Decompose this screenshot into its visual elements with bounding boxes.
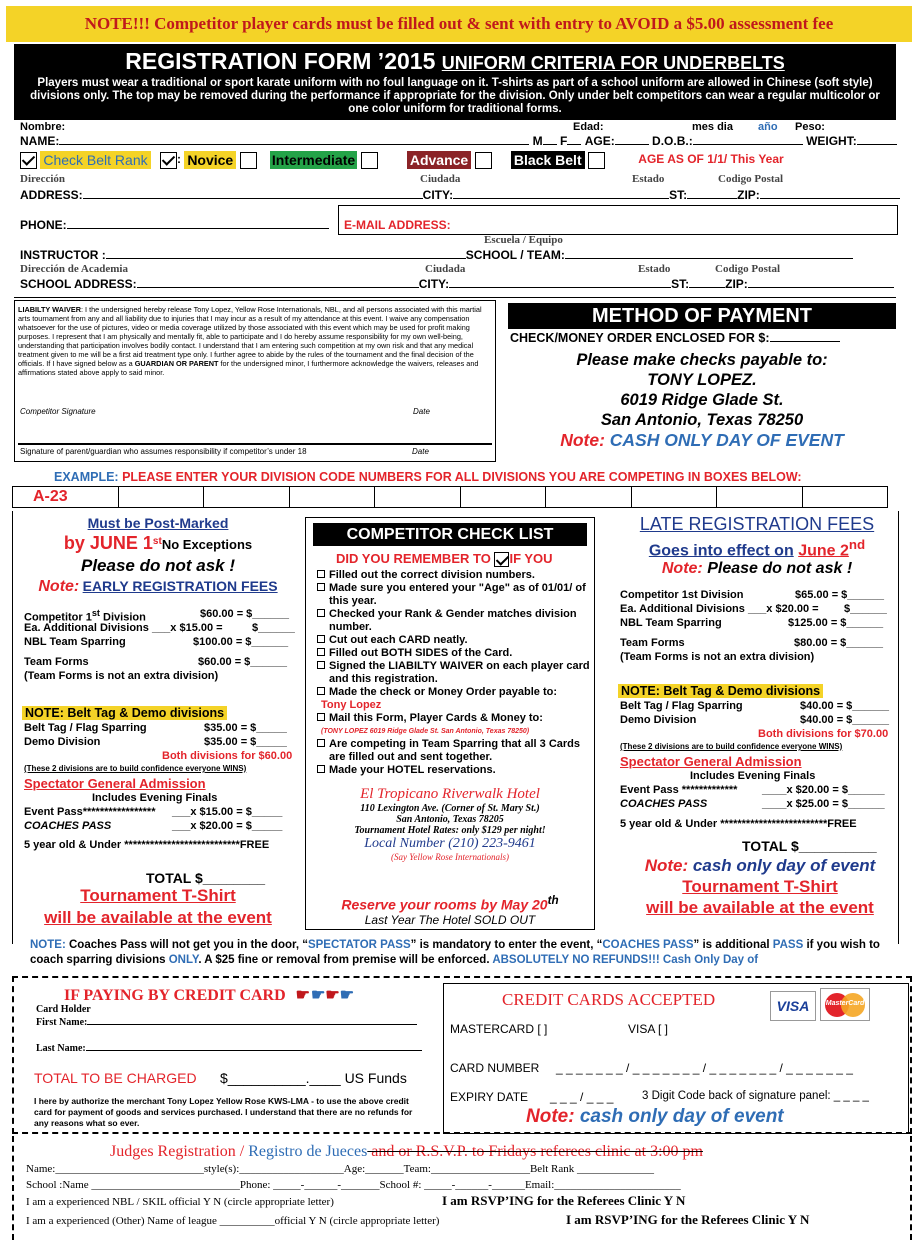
judge-line-2[interactable]: School :Name ___________________________Phone: _____-______-_______School #: _____-______-______Email:_______________________ bbox=[26, 1179, 681, 1191]
checklist-items bbox=[317, 569, 593, 777]
total-right[interactable]: TOTAL $__________ bbox=[742, 838, 877, 854]
fee-competitor-price[interactable]: $60.00 = $______ bbox=[200, 608, 290, 620]
late-coaches-pass-label: COACHES PASS bbox=[620, 798, 708, 810]
codigo-postal-label: Codigo Postal bbox=[718, 173, 784, 185]
includes-finals: Includes Evening Finals bbox=[92, 792, 218, 804]
cards-accepted-title: CREDIT CARDS ACCEPTED bbox=[502, 990, 716, 1009]
age-as-of-note: AGE AS OF 1/1/ This Year bbox=[638, 152, 784, 167]
estado-label-2: Estado bbox=[638, 263, 671, 275]
belt-rank-row: Check Belt Rank : Novice Intermediate Advance Black Belt AGE AS OF 1/1/ This Year bbox=[20, 151, 784, 173]
coaches-pass-price[interactable]: ___x $20.00 = $_____ bbox=[172, 820, 283, 832]
do-not-ask-right: Note: Please do not ask ! bbox=[661, 560, 853, 578]
checklist-item: Filled out the correct division numbers. bbox=[317, 569, 593, 582]
dob-field[interactable] bbox=[693, 144, 803, 145]
five-and-under: 5 year old & Under ***************************FREE bbox=[24, 839, 270, 851]
first-name-field[interactable] bbox=[87, 1024, 417, 1025]
total-left[interactable]: TOTAL $________ bbox=[146, 870, 266, 886]
fee-team-forms: Team Forms bbox=[24, 656, 89, 668]
male-option[interactable]: M bbox=[532, 134, 543, 148]
fee-additional-price[interactable]: $______ bbox=[252, 622, 295, 634]
email-field[interactable] bbox=[460, 230, 890, 231]
parent-date-label: Date bbox=[412, 447, 429, 456]
dob-label: D.O.B.: bbox=[652, 134, 693, 148]
spectator-title: Spectator General Admission bbox=[24, 776, 206, 791]
form-title: REGISTRATION FORM ’2015 UNIFORM CRITERIA FOR UNDERBELTS bbox=[125, 48, 785, 74]
mail-address-small: (TONY LOPEZ 6019 Ridge Glade St. San Antonio, Texas 78250) bbox=[321, 728, 530, 735]
hotel-address: 110 Lexington Ave. (Corner of St. Mary St.) bbox=[360, 803, 540, 814]
mastercard-option[interactable]: MASTERCARD [ ] bbox=[450, 1022, 548, 1036]
advance-checkbox[interactable] bbox=[475, 152, 492, 169]
demo-label: Demo Division bbox=[24, 736, 101, 748]
registration-header bbox=[14, 44, 896, 120]
fee-team-forms-price[interactable]: $60.00 = $______ bbox=[198, 656, 288, 668]
payable-to-text: Please make checks payable to: bbox=[576, 351, 828, 369]
direccion-label: Dirección bbox=[20, 173, 66, 185]
confidence-note: (These 2 divisions are to build confidence everyone WINS) bbox=[24, 764, 247, 773]
black-belt-label: Black Belt bbox=[511, 151, 585, 169]
mes-dia-label: mes dia bbox=[692, 121, 733, 133]
total-charged-label: TOTAL TO BE CHARGED bbox=[34, 1070, 197, 1086]
division-code-box[interactable] bbox=[290, 487, 376, 507]
fee-team-sparring: NBL Team Sparring bbox=[24, 636, 126, 648]
coaches-pass-note: NOTE: Coaches Pass will not get you in the door, “SPECTATOR PASS” is mandatory to enter the event, “COACHES PASS” is additional PASS if you wish to coach sparring divisions ONLY. A $25 fine or removal from premise will be enforced. ABSOLUTELY NO REFUNDS!!! Cash Only Day of bbox=[30, 939, 880, 966]
team-forms-note: (Team Forms is not an extra division) bbox=[24, 670, 219, 682]
school-team-field[interactable] bbox=[565, 258, 853, 259]
black-belt-checkbox[interactable] bbox=[588, 152, 605, 169]
checklist-item: Made the check or Money Order payable to: bbox=[317, 686, 593, 699]
belt-tag-note: NOTE: Belt Tag & Demo divisions bbox=[22, 706, 227, 720]
hotel-city: San Antonio, Texas 78205 bbox=[396, 814, 504, 825]
checklist-title: COMPETITOR CHECK LIST bbox=[313, 523, 587, 546]
checklist-item: Mail this Form, Player Cards & Money to: bbox=[317, 712, 593, 725]
coaches-pass-label: COACHES PASS bbox=[24, 820, 112, 832]
payee-tony: Tony Lopez bbox=[321, 699, 382, 711]
first-name-row: First Name: bbox=[36, 1017, 417, 1028]
late-demo-label: Demo Division bbox=[620, 714, 697, 726]
belt-tag-price[interactable]: $35.00 = $_____ bbox=[204, 722, 287, 734]
late-team-forms-note: (Team Forms is not an extra division) bbox=[620, 651, 815, 663]
checklist-item: Filled out BOTH SIDES of the Card. bbox=[317, 647, 593, 660]
uniform-criteria-text: Players must wear a traditional or sport karate uniform with no foul language on it. T-shirts as part of a school uniform are allowed in Chinese (soft style) divisions only. The top may be removed during the performance if appropriate for the division. Only under belt competitors can wear a regular multicolor or one color uniform for traditional forms. bbox=[30, 77, 880, 115]
payee-name: TONY LOPEZ. bbox=[647, 371, 757, 389]
checklist-item: Checked your Rank & Gender matches division number. bbox=[317, 608, 593, 634]
nombre-label: Nombre: bbox=[20, 121, 66, 133]
last-name-field[interactable] bbox=[86, 1050, 422, 1051]
late-fee-competitor-price[interactable]: $65.00 = $______ bbox=[795, 589, 885, 601]
payee-street: 6019 Ridge Glade St. bbox=[620, 391, 784, 409]
name-field[interactable] bbox=[59, 144, 529, 145]
date-label: Date bbox=[413, 407, 430, 416]
example-instruction: EXAMPLE: PLEASE ENTER YOUR DIVISION CODE NUMBERS FOR ALL DIVISIONS YOU ARE COMPETING IN BOXES BELOW: bbox=[54, 470, 802, 484]
cash-only-note-card: Note: cash only day of event bbox=[526, 1106, 784, 1127]
late-confidence-note: (These 2 divisions are to build confidence everyone WINS) bbox=[620, 742, 843, 751]
by-june-line: by JUNE 1stNo Exceptions bbox=[63, 533, 253, 553]
hotel-block bbox=[306, 786, 594, 862]
division-code-box[interactable] bbox=[204, 487, 290, 507]
age-field[interactable] bbox=[615, 144, 649, 145]
late-includes-finals: Includes Evening Finals bbox=[690, 770, 816, 782]
visa-option[interactable]: VISA [ ] bbox=[628, 1022, 669, 1036]
early-fees-title: Note: EARLY REGISTRATION FEES bbox=[38, 578, 278, 595]
late-registration-header bbox=[612, 514, 902, 578]
late-coaches-pass-price[interactable]: ____x $25.00 = $______ bbox=[762, 798, 885, 810]
school-address-row: SCHOOL ADDRESS: CITY: ST: ZIP: bbox=[20, 277, 894, 291]
school-address-field[interactable] bbox=[137, 287, 419, 288]
ciudada-label-2: Ciudada bbox=[425, 263, 466, 275]
zip-field[interactable] bbox=[760, 198, 900, 199]
division-code-box[interactable] bbox=[375, 487, 461, 507]
phone-field[interactable] bbox=[67, 228, 329, 229]
codigo-postal-label-2: Codigo Postal bbox=[715, 263, 781, 275]
school-city-field[interactable] bbox=[449, 287, 671, 288]
state-field[interactable] bbox=[687, 198, 737, 199]
post-marked-text: Must be Post-Marked bbox=[87, 515, 229, 531]
late-fee-team-sparring-price[interactable]: $125.00 = $______ bbox=[788, 617, 884, 629]
division-code-box[interactable] bbox=[119, 487, 205, 507]
card-number-field[interactable]: _ _ _ _ _ _ _ / _ _ _ _ _ _ _ / _ _ _ _ _ _ _ / _ _ _ _ _ _ _ bbox=[556, 1061, 853, 1075]
late-fee-team-sparring: NBL Team Sparring bbox=[620, 617, 722, 629]
total-charged-field[interactable]: $__________.____ US Funds bbox=[220, 1070, 407, 1086]
judge-line-1[interactable]: Name:___________________________style(s):___________________Age:_______Team:__________________Belt Rank ______________ bbox=[26, 1163, 655, 1175]
check-belt-checkbox-icon bbox=[20, 152, 37, 169]
card-holder-label: Card Holder bbox=[36, 1004, 91, 1015]
name-label: NAME: bbox=[20, 134, 60, 148]
school-state-field[interactable] bbox=[689, 287, 725, 288]
judges-title: Judges Registration / Registro de Jueces and or R.S.V.P. to Fridays referees clinic at 3:00 pm bbox=[110, 1143, 703, 1160]
hotel-phone: Local Number (210) 223-9461 bbox=[364, 836, 536, 851]
dir-academia-label: Dirección de Academia bbox=[20, 263, 128, 275]
school-zip-field[interactable] bbox=[748, 287, 894, 288]
division-code-box[interactable] bbox=[803, 487, 888, 507]
early-registration-header bbox=[18, 515, 298, 596]
effect-date: Goes into effect on June 2nd bbox=[648, 537, 866, 560]
late-event-pass-price[interactable]: ____x $20.00 = $______ bbox=[762, 784, 885, 796]
division-code-box[interactable] bbox=[546, 487, 632, 507]
pointing-hand-icons: ☛ bbox=[295, 987, 311, 1004]
tshirt-left: Tournament T-Shirt will be available at the event bbox=[44, 886, 272, 927]
ciudada-label: Ciudada bbox=[420, 173, 461, 185]
competitor-signature-label: Competitor Signature bbox=[20, 407, 96, 416]
check-enclosed-row: CHECK/MONEY ORDER ENCLOSED FOR $: bbox=[510, 331, 840, 345]
late-fee-additional: Ea. Additional Divisions ___x $20.00 = bbox=[620, 603, 819, 615]
payee-city: San Antonio, Texas 78250 bbox=[600, 411, 804, 429]
late-belt-tag-label: Belt Tag / Flag Sparring bbox=[620, 700, 743, 712]
estado-label: Estado bbox=[632, 173, 665, 185]
parent-signature-label: Signature of parent/guardian who assumes responsibility if competitor’s under 18 bbox=[20, 447, 307, 456]
novice-checkbox[interactable] bbox=[240, 152, 257, 169]
peso-label: Peso: bbox=[795, 121, 825, 133]
late-belt-tag-price[interactable]: $40.00 = $______ bbox=[800, 700, 890, 712]
late-event-pass-label: Event Pass ************* bbox=[620, 784, 738, 796]
belt-tag-label: Belt Tag / Flag Sparring bbox=[24, 722, 147, 734]
address-row: ADDRESS: CITY: ST: ZIP: bbox=[20, 188, 900, 202]
intermediate-checkbox[interactable] bbox=[361, 152, 378, 169]
late-spectator-title: Spectator General Admission bbox=[620, 754, 802, 769]
check-belt-rank-label: Check Belt Rank bbox=[40, 151, 150, 169]
checklist-item: Cut out each CARD neatly. bbox=[317, 634, 593, 647]
division-code-box[interactable] bbox=[461, 487, 547, 507]
phone-row: PHONE: bbox=[20, 218, 329, 232]
do-not-ask-text: Please do not ask ! bbox=[81, 556, 235, 575]
instructor-row: INSTRUCTOR : SCHOOL / TEAM: bbox=[20, 248, 853, 262]
division-code-example: A-23 bbox=[13, 487, 119, 507]
event-pass-price[interactable]: ___x $15.00 = $_____ bbox=[172, 806, 283, 818]
rsvp-line-1[interactable]: I am RSVP’ING for the Referees Clinic Y N bbox=[442, 1193, 686, 1208]
uniform-criteria-title: UNIFORM CRITERIA FOR UNDERBELTS bbox=[441, 53, 785, 73]
event-pass-label: Event Pass***************** bbox=[24, 806, 156, 818]
cvv-field[interactable]: 3 Digit Code back of signature panel: _ _ _ _ bbox=[642, 1090, 869, 1102]
ano-label: año bbox=[758, 121, 778, 133]
assessment-fee-notice: NOTE!!! Competitor player cards must be filled out & sent with entry to AVOID a $5.00 assessment fee bbox=[6, 6, 912, 42]
checklist-item: Signed the LIABILTY WAIVER on each player card and this registration. bbox=[317, 660, 593, 686]
weight-label: WEIGHT: bbox=[806, 134, 857, 148]
hotel-name: El Tropicano Riverwalk Hotel bbox=[360, 786, 540, 802]
late-both-divisions: Both divisions for $70.00 bbox=[758, 728, 889, 740]
mastercard-logo-icon: MasterCard bbox=[820, 988, 870, 1021]
fee-additional: Ea. Additional Divisions ___x $15.00 = bbox=[24, 622, 223, 634]
visa-logo-icon: VISA bbox=[770, 991, 816, 1021]
division-code-box[interactable] bbox=[632, 487, 718, 507]
say-yellow-rose: (Say Yellow Rose Internationals) bbox=[391, 852, 509, 862]
late-belt-tag-note: NOTE: Belt Tag & Demo divisions bbox=[618, 684, 823, 698]
parent-signature-line[interactable] bbox=[18, 443, 492, 445]
check-amount-field[interactable] bbox=[770, 341, 840, 342]
advance-label: Advance bbox=[407, 151, 471, 169]
division-code-boxes bbox=[12, 486, 888, 508]
checklist-item: Made your HOTEL reservations. bbox=[317, 764, 593, 777]
credit-card-title: IF PAYING BY CREDIT CARD ☛☛☛☛ bbox=[64, 987, 355, 1004]
checklist-item: Made sure you entered your "Age" as of 01/01/ of this year. bbox=[317, 582, 593, 608]
expiry-label: EXPIRY DATE bbox=[450, 1090, 529, 1104]
late-demo-price[interactable]: $40.00 = $______ bbox=[800, 714, 890, 726]
fee-team-sparring-price[interactable]: $100.00 = $______ bbox=[193, 636, 289, 648]
late-fee-competitor: Competitor 1st Division bbox=[620, 589, 744, 601]
edad-label: Edad: bbox=[573, 121, 604, 133]
weight-field[interactable] bbox=[857, 144, 897, 145]
authorization-text: I here by authorize the merchant Tony Lopez Yellow Rose KWS-LMA - to use the above credit card for payment of goods and services purchased. I understand that there are no refunds for any reasons what so ever. bbox=[34, 1096, 413, 1128]
method-of-payment-title: METHOD OF PAYMENT bbox=[508, 303, 896, 329]
rsvp-line-2[interactable]: I am RSVP’ING for the Referees Clinic Y N bbox=[566, 1212, 810, 1227]
judge-line-3[interactable]: I am a experienced NBL / SKIL official Y N (circle appropriate letter) bbox=[26, 1196, 334, 1208]
left-border bbox=[12, 511, 13, 944]
both-divisions-note: Both divisions for $60.00 bbox=[162, 750, 293, 762]
judge-line-4[interactable]: I am a experienced (Other) Name of league __________official Y N (circle appropriate letter) bbox=[26, 1215, 440, 1227]
cash-only-note: Note: CASH ONLY DAY OF EVENT bbox=[560, 430, 844, 450]
escuela-label: Escuela / Equipo bbox=[484, 234, 563, 246]
late-five-and-under: 5 year old & Under *************************FREE bbox=[620, 818, 857, 830]
late-fee-team-forms-price[interactable]: $80.00 = $______ bbox=[794, 637, 884, 649]
fee-competitor: Competitor 1st Division bbox=[24, 608, 146, 624]
late-fees-title: LATE REGISTRATION FEES bbox=[639, 514, 875, 534]
novice-label: Novice bbox=[184, 151, 236, 169]
demo-price[interactable]: $35.00 = $_____ bbox=[204, 736, 287, 748]
instructor-field[interactable] bbox=[106, 258, 466, 259]
divider bbox=[14, 297, 896, 298]
card-number-label: CARD NUMBER bbox=[450, 1061, 540, 1075]
name-row bbox=[20, 134, 897, 148]
female-option[interactable]: F bbox=[560, 134, 568, 148]
tshirt-right: Note: cash only day of event Tournament T-Shirt will be available at the event bbox=[644, 856, 876, 917]
division-code-box[interactable] bbox=[717, 487, 803, 507]
check-mark-icon bbox=[160, 152, 177, 169]
check-mark-icon bbox=[494, 552, 509, 567]
city-field[interactable] bbox=[453, 198, 669, 199]
email-label: E-MAIL ADDRESS: bbox=[344, 218, 451, 232]
late-fee-team-forms: Team Forms bbox=[620, 637, 685, 649]
address-field[interactable] bbox=[83, 198, 423, 199]
age-label: AGE: bbox=[584, 134, 615, 148]
liability-waiver-text: LIABILTY WAIVER: I the undersigned hereby release Tony Lopez, Yellow Rose Internationals, NBL, and all persons associated with this martial arts tournament from any and all liability due to injuries that I may incur as a result of my attendance at this event. I waive any compensation whatsoever for the use of pictures, video or media coverage utilized by those associated with this event which may be used for profit making purposes. I represent that I am physically and mentally fit, able to participate and I do hereby assume responsibility for my own well-being, understanding that participation involves bodily contact. I understand that I am entering such competition at my own risk and that any medical treatment given to me will be a first aid treatment type only. I further agree to abide by the rules of the tournament and the final decision of the officials. If I have signed below as a GUARDIAN OR PARENT for the undersigned minor, I furthermore acknowledge the waivers, releases and affirmations stated above apply to said minor. bbox=[18, 305, 482, 377]
reserve-block: Reserve your rooms by May 20th Last Year The Hotel SOLD OUT bbox=[341, 894, 559, 927]
expiry-field[interactable]: _ _ _ / _ _ _ bbox=[550, 1090, 614, 1104]
last-name-row: Last Name: bbox=[36, 1043, 422, 1054]
checklist-item: Are competing in Team Sparring that all 3 Cards are filled out and sent together. bbox=[317, 738, 593, 764]
late-fee-additional-price[interactable]: $______ bbox=[844, 603, 887, 615]
hotel-rates: Tournament Hotel Rates: only $129 per night! bbox=[354, 825, 546, 836]
intermediate-label: Intermediate bbox=[271, 152, 356, 168]
payable-to-block bbox=[508, 350, 896, 450]
did-you-remember: DID YOU REMEMBER TO IF YOU bbox=[336, 551, 553, 566]
